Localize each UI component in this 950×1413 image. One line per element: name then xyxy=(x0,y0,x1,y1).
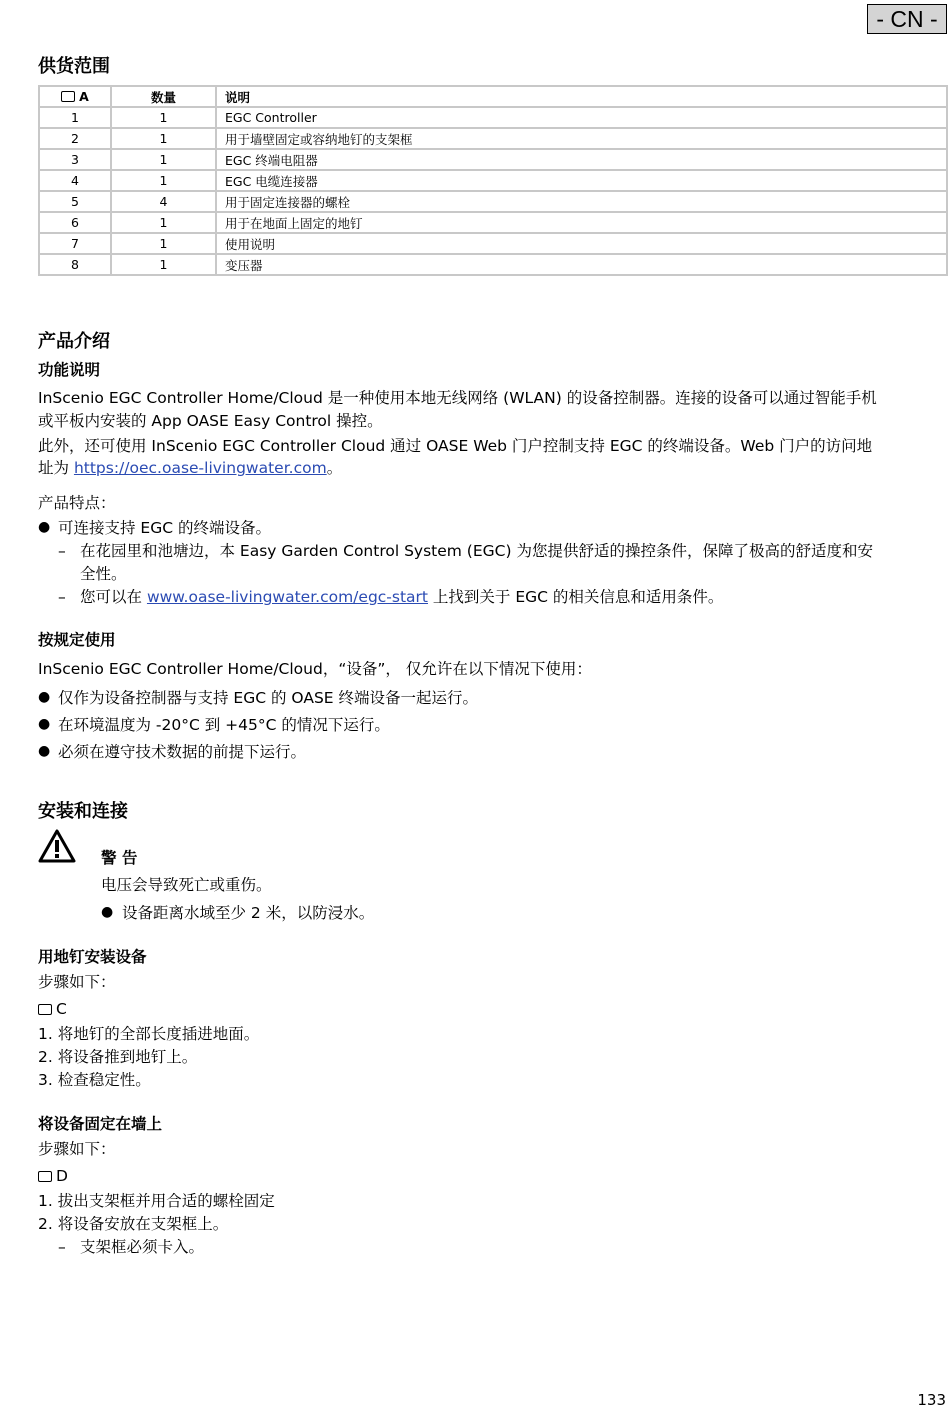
sub-item-line-2: 全性。 xyxy=(80,565,127,583)
install-title: 安装和连接 xyxy=(38,801,128,822)
table-row xyxy=(39,212,947,233)
sub-item-line-1: 在花园里和池塘边，本 Easy Garden Control System (EGC) 为您提供舒适的操控条件，保障了极高的舒适度和安 xyxy=(80,542,873,560)
warning-title: 警 告 xyxy=(101,849,138,867)
language-badge: - CN - xyxy=(867,4,947,34)
cell-index: 1 xyxy=(39,107,111,128)
intended-use-title: 按规定使用 xyxy=(38,631,116,649)
column-header-quantity: 数量 xyxy=(111,86,216,107)
scope-title: 供货范围 xyxy=(38,56,110,77)
spike-step: 3. 检查稳定性。 xyxy=(38,1071,151,1089)
table-row xyxy=(39,170,947,191)
sub-item-link-line: 您可以在 www.oase-livingwater.com/egc-start 上找到关于 EGC 的相关信息和适用条件。 xyxy=(80,588,724,606)
wall-step: 2. 将设备安放在支架框上。 xyxy=(38,1215,229,1233)
bullet-icon: ● xyxy=(38,689,51,705)
table-row xyxy=(39,107,947,128)
cell-description: EGC Controller xyxy=(216,107,947,128)
feature-item: 可连接支持 EGC 的终端设备。 xyxy=(58,519,271,537)
intro-paragraph-2-line-2: 址为 https://oec.oase-livingwater.com。 xyxy=(38,459,343,477)
cell-quantity: 1 xyxy=(111,107,216,128)
cell-description: 变压器 xyxy=(216,254,947,275)
intended-use-item: 在环境温度为 -20°C 到 +45°C 的情况下运行。 xyxy=(58,716,390,734)
cell-quantity: 1 xyxy=(111,254,216,275)
cell-description: EGC 终端电阻器 xyxy=(216,149,947,170)
function-title: 功能说明 xyxy=(38,361,101,379)
cell-quantity: 1 xyxy=(111,149,216,170)
intended-use-lead: InScenio EGC Controller Home/Cloud，“设备”， 仅允许在以下情况下使用： xyxy=(38,660,592,678)
bullet-icon: ● xyxy=(38,716,51,732)
table-row xyxy=(39,191,947,212)
cell-description: 用于在地面上固定的地钉 xyxy=(216,212,947,233)
cell-description: 用于固定连接器的螺栓 xyxy=(216,191,947,212)
figure-reference-c: C xyxy=(38,998,67,1020)
cell-quantity: 1 xyxy=(111,128,216,149)
cell-index: 6 xyxy=(39,212,111,233)
cell-index: 2 xyxy=(39,128,111,149)
wall-mount-title: 将设备固定在墙上 xyxy=(38,1115,163,1133)
wall-sub-step: 支架框必须卡入。 xyxy=(80,1238,205,1256)
bullet-icon: ● xyxy=(38,743,51,759)
cell-description: 用于墙壁固定或容纳地钉的支架框 xyxy=(216,128,947,149)
figure-icon xyxy=(38,1171,52,1182)
figure-reference-d: D xyxy=(38,1165,68,1187)
table-row xyxy=(39,128,947,149)
spike-step: 1. 将地钉的全部长度插进地面。 xyxy=(38,1025,260,1043)
features-label: 产品特点： xyxy=(38,494,116,512)
cell-description: 使用说明 xyxy=(216,233,947,254)
intro-paragraph-2-line-1: 此外，还可使用 InScenio EGC Controller Cloud 通过 OASE Web 门户控制支持 EGC 的终端设备。Web 门户的访问地 xyxy=(38,437,873,455)
cell-quantity: 4 xyxy=(111,191,216,212)
cell-index: 5 xyxy=(39,191,111,212)
bullet-icon: ● xyxy=(38,519,51,535)
spike-install-title: 用地钉安装设备 xyxy=(38,948,147,966)
table-row xyxy=(39,233,947,254)
wall-step: 1. 拔出支架框并用合适的螺栓固定 xyxy=(38,1192,275,1210)
warning-triangle-icon xyxy=(38,829,76,863)
intended-use-item: 仅作为设备控制器与支持 EGC 的 OASE 终端设备一起运行。 xyxy=(58,689,479,707)
table-row xyxy=(39,254,947,275)
warning-item: 设备距离水域至少 2 米，以防浸水。 xyxy=(122,904,375,922)
spike-steps-label: 步骤如下： xyxy=(38,973,116,991)
cell-index: 8 xyxy=(39,254,111,275)
cell-index: 3 xyxy=(39,149,111,170)
bullet-icon: ● xyxy=(101,904,114,920)
portal-link[interactable]: https://oec.oase-livingwater.com xyxy=(73,459,327,477)
dash-icon: – xyxy=(58,542,66,560)
table-header-row xyxy=(39,86,947,107)
cell-index: 4 xyxy=(39,170,111,191)
dash-icon: – xyxy=(58,1238,66,1256)
cell-index: 7 xyxy=(39,233,111,254)
wall-steps-label: 步骤如下： xyxy=(38,1140,116,1158)
figure-icon xyxy=(38,1004,52,1015)
cell-description: EGC 电缆连接器 xyxy=(216,170,947,191)
egc-start-link[interactable]: www.oase-livingwater.com/egc-start xyxy=(146,588,428,606)
dash-icon: – xyxy=(58,588,66,606)
cell-quantity: 1 xyxy=(111,170,216,191)
column-header-figure: A xyxy=(39,86,111,107)
cell-quantity: 1 xyxy=(111,212,216,233)
intro-title: 产品介绍 xyxy=(38,331,110,352)
scope-table xyxy=(38,85,948,276)
figure-icon xyxy=(61,91,75,102)
column-header-description: 说明 xyxy=(216,86,947,107)
spike-step: 2. 将设备推到地钉上。 xyxy=(38,1048,198,1066)
warning-text: 电压会导致死亡或重伤。 xyxy=(101,876,272,894)
page-number: 133 xyxy=(917,1391,946,1409)
intro-paragraph-1-line-1: InScenio EGC Controller Home/Cloud 是一种使用本地无线网络 (WLAN) 的设备控制器。连接的设备可以通过智能手机 xyxy=(38,389,877,407)
table-row xyxy=(39,149,947,170)
cell-quantity: 1 xyxy=(111,233,216,254)
intended-use-item: 必须在遵守技术数据的前提下运行。 xyxy=(58,743,307,761)
intro-paragraph-1-line-2: 或平板内安装的 App OASE Easy Control 操控。 xyxy=(38,412,383,430)
